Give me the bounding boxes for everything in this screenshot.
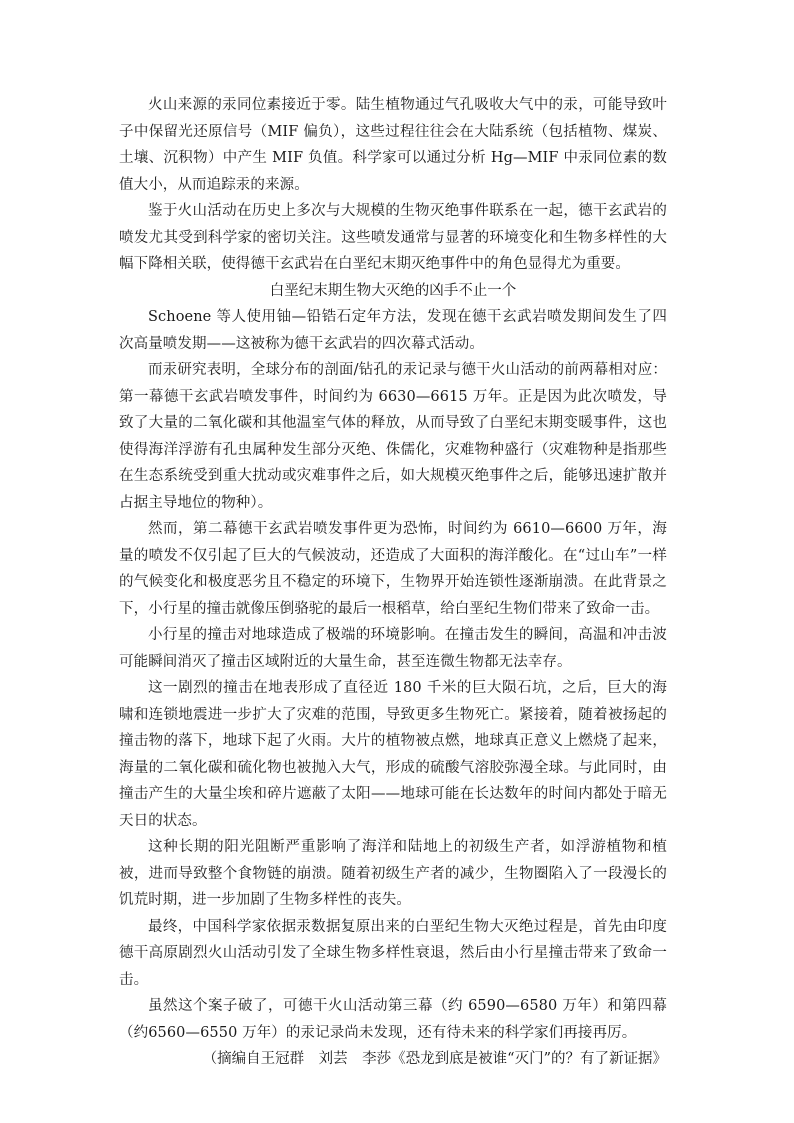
source-citation: （摘编自王冠群 刘芸 李莎《恐龙到底是被谁“灭门”的？有了新证据》: [202, 1051, 667, 1067]
paragraph-second-phase: 然而，第二幕德干玄武岩喷发事件更为恐怖，时间约为 6610—6600 万年，海量的喷发不仅引起了巨大的气候波动，还造成了大面积的海洋酸化。在“过山车”一样的气候变化和极度恶劣且不稳定的环境下，生物界开始连锁性逐渐崩溃。在此背景之下，小行星的撞击就像压倒骆驼的最后一根稻草，给白垩纪生物们带来了致命一击。: [119, 521, 667, 617]
article-body: [119, 92, 667, 1073]
paragraph-mercury-isotopes: 火山来源的汞同位素接近于零。陆生植物通过气孔吸收大气中的汞，可能导致叶子中保留光还原信号（MIF 偏负），这些过程往往会在大陆系统（包括植物、煤炭、土壤、沉积物）中产生 MIF 负值。科学家可以通过分析 Hg—MIF 中汞同位素的数值大小，从而追踪汞的来源。: [119, 97, 667, 193]
paragraph-future-research: 虽然这个案子破了，可德干火山活动第三幕（约 6590—6580 万年）和第四幕（约6560—6550 万年）的汞记录尚未发现，还有待未来的科学家们再接再厉。: [119, 998, 667, 1041]
paragraph-food-chain: 这种长期的阳光阻断严重影响了海洋和陆地上的初级生产者，如浮游植物和植被，进而导致整个食物链的崩溃。随着初级生产者的减少，生物圈陷入了一段漫长的饥荒时期，进一步加剧了生物多样性的丧失。: [119, 839, 667, 908]
paragraph-conclusion: 最终，中国科学家依据汞数据复原出来的白垩纪生物大灭绝过程是，首先由印度德干高原剧烈火山活动引发了全球生物多样性衰退，然后由小行星撞击带来了致命一击。: [119, 918, 667, 988]
paragraph-deccan-attention: 鉴于火山活动在历史上多次与大规模的生物灭绝事件联系在一起，德干玄武岩的喷发尤其受到科学家的密切关注。这些喷发通常与显著的环境变化和生物多样性的大幅下降相关联，使得德干玄武岩在白垩纪末期灭绝事件中的角色显得尤为重要。: [119, 203, 667, 272]
paragraph-four-phases: Schoene 等人使用铀—铅锆石定年方法，发现在德干玄武岩喷发期间发生了四次高量喷发期——这被称为德干玄武岩的四次幕式活动。: [119, 309, 667, 352]
paragraph-asteroid-impact: 小行星的撞击对地球造成了极端的环境影响。在撞击发生的瞬间，高温和冲击波可能瞬间消灭了撞击区域附近的大量生命，甚至连微生物都无法幸存。: [119, 627, 667, 670]
paragraph-first-phase: 而汞研究表明，全球分布的剖面/钻孔的汞记录与德干火山活动的前两幕相对应：第一幕德干玄武岩喷发事件，时间约为 6630—6615 万年。正是因为此次喷发，导致了大量的二氧化碳和其他温室气体的释放，从而导致了白垩纪末期变暖事件，这也使得海洋浮游有孔虫属种发生部分灭绝、侏儒化，灾难物种盛行（灾难物种是指那些在生态系统受到重大扰动或灾难事件之后，如大规模灭绝事件之后，能够迅速扩散并占据主导地位的物种）。: [119, 362, 667, 511]
paragraph-crater-effects: 这一剧烈的撞击在地表形成了直径近 180 千米的巨大陨石坑，之后，巨大的海啸和连锁地震进一步扩大了灾难的范围，导致更多生物死亡。紧接着，随着被扬起的撞击物的落下，地球下起了火雨。大片的植物被点燃，地球真正意义上燃烧了起来，海量的二氧化碳和硫化物也被抛入大气，形成的硫酸气溶胶弥漫全球。与此同时，由撞击产生的大量尘埃和碎片遮蔽了太阳——地球可能在长达数年的时间内都处于暗无天日的状态。: [119, 680, 667, 829]
section-heading: 白垩纪末期生物大灭绝的凶手不止一个: [269, 282, 517, 299]
